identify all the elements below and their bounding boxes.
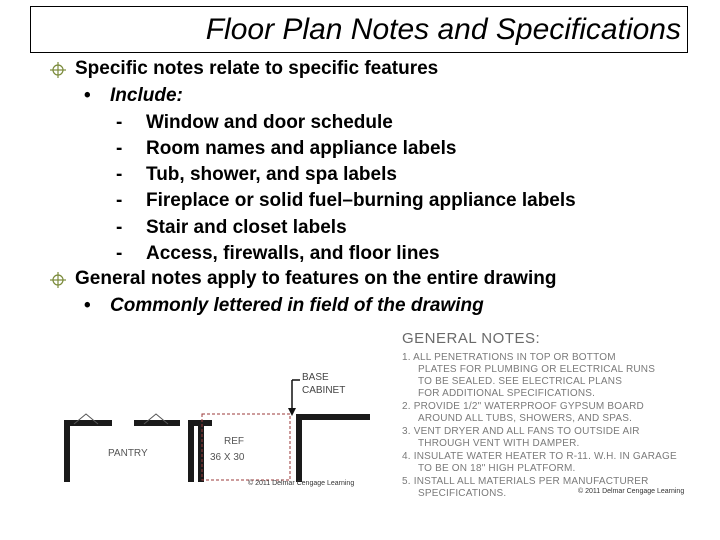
- dash-marker: -: [116, 217, 123, 238]
- list-item: Access, firewalls, and floor lines: [146, 243, 440, 264]
- note-line: TO BE SEALED. SEE ELECTRICAL PLANS: [418, 376, 623, 387]
- note-line: 3. VENT DRYER AND ALL FANS TO OUTSIDE AIR: [402, 426, 640, 437]
- note-line: AROUND ALL TUBS, SHOWERS, AND SPAS.: [418, 413, 633, 424]
- ref-size-label: 36 X 30: [210, 452, 245, 463]
- dash-marker: -: [116, 112, 123, 133]
- general-notes-drawing: [398, 328, 698, 500]
- sub-bullet-dot: •: [84, 295, 91, 316]
- note-line: THROUGH VENT WITH DAMPER.: [418, 438, 580, 449]
- bullet-1-sub-text: Include:: [110, 85, 183, 106]
- general-notes-heading: GENERAL NOTES:: [402, 330, 541, 347]
- bullet-2-text: General notes apply to features on the entire drawing: [75, 268, 557, 289]
- bullet-2-sub-text: Commonly lettered in field of the drawing: [110, 295, 484, 316]
- note-line: FOR ADDITIONAL SPECIFICATIONS.: [418, 388, 596, 399]
- list-item: Stair and closet labels: [146, 217, 347, 238]
- note-line: 1. ALL PENETRATIONS IN TOP OR BOTTOM: [402, 352, 616, 363]
- list-item: Fireplace or solid fuel–burning appliance labels: [146, 190, 576, 211]
- note-line: 4. INSULATE WATER HEATER TO R-11. W.H. IN GARAGE: [402, 451, 677, 462]
- list-item: Room names and appliance labels: [146, 138, 457, 159]
- dash-marker: -: [116, 138, 123, 159]
- pantry-label: PANTRY: [108, 448, 148, 459]
- list-item: Window and door schedule: [146, 112, 393, 133]
- title-box: [30, 6, 688, 53]
- bullet-1-text: Specific notes relate to specific features: [75, 58, 439, 79]
- slide-title: Floor Plan Notes and Specifications: [205, 13, 681, 46]
- floor-plan-drawing: [64, 360, 370, 490]
- note-line: SPECIFICATIONS.: [418, 488, 507, 499]
- cabinet-label: CABINET: [302, 385, 346, 396]
- base-label: BASE: [302, 372, 329, 383]
- crosshair-bullet-icon: [50, 272, 66, 288]
- note-line: 2. PROVIDE 1/2" WATERPROOF GYPSUM BOARD: [402, 401, 644, 412]
- list-item: Tub, shower, and spa labels: [146, 164, 397, 185]
- crosshair-bullet-icon: [50, 62, 66, 78]
- note-line: 5. INSTALL ALL MATERIALS PER MANUFACTURER: [402, 476, 649, 487]
- ref-label: REF: [224, 436, 244, 447]
- dash-marker: -: [116, 164, 123, 185]
- note-line: TO BE ON 18" HIGH PLATFORM.: [418, 463, 576, 474]
- note-line: PLATES FOR PLUMBING OR ELECTRICAL RUNS: [418, 364, 656, 375]
- copyright-right: © 2011 Delmar Cengage Learning: [578, 488, 685, 495]
- sub-bullet-dot: •: [84, 85, 91, 106]
- copyright-left: © 2011 Delmar Cengage Learning: [248, 480, 355, 487]
- dash-marker: -: [116, 243, 123, 264]
- dash-marker: -: [116, 190, 123, 211]
